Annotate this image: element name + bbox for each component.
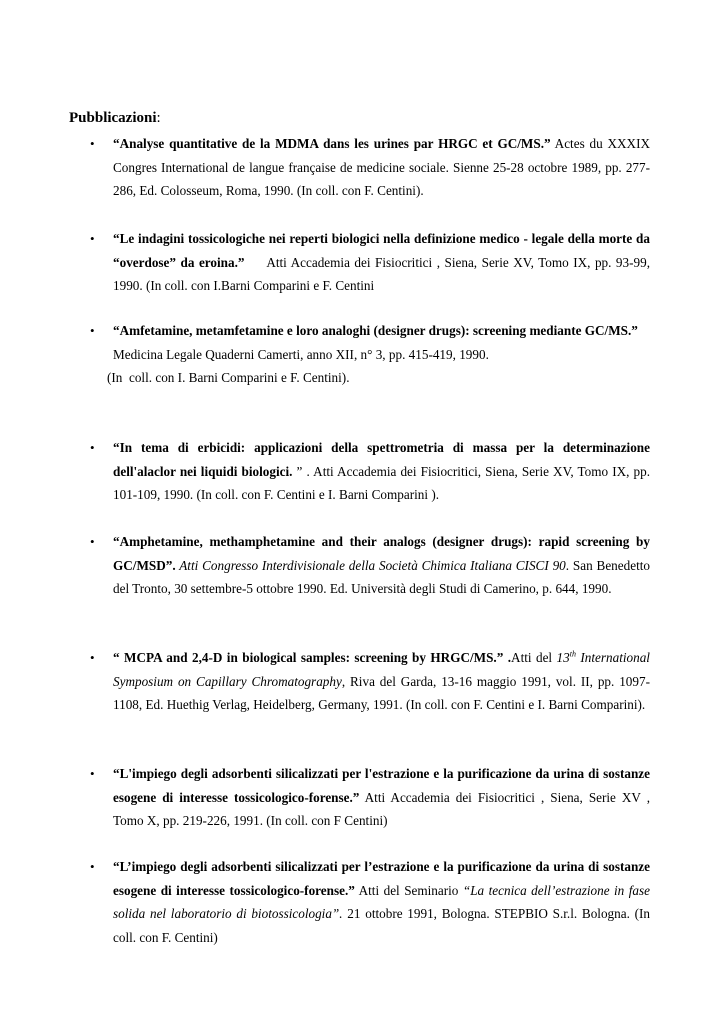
publication-details: Atti Accademia dei Fisiocritici , Siena, Serie XV, Tomo IX, pp. 93-99, 1990. (In coll. con I.Barni Comparini e F. Centini: [113, 254, 654, 293]
publication-title: “Le indagini tossicologiche nei reperti biologici nella definizione medico - legale della morte da “overdose” da eroina.”: [113, 231, 650, 270]
publication-proceedings: Atti Congresso Interdivisionale della Società Chimica Italiana CISCI 90: [175, 557, 566, 573]
publication-title: “In tema di erbicidi: applicazioni della spettrometria di massa per la determinazione dell'alaclor nei liquidi biologici.: [113, 440, 650, 479]
section-heading-label: Pubblicazioni: [69, 110, 157, 126]
publication-entry: [90, 227, 654, 298]
publication-entry: [90, 530, 650, 601]
publication-title: “L’impiego degli adsorbenti silicalizzati per l’estrazione e la purificazione da urina di sostanze esogene di interesse tossicologico-forense.”: [113, 859, 650, 898]
publication-details: . San Benedetto del Tronto, 30 settembre-5 ottobre 1990. Ed. Università degli Studi di Camerino, p. 644, 1990.: [113, 557, 650, 596]
publication-title: “ MCPA and 2,4-D in biological samples: screening by HRGC/MS.” .: [113, 650, 512, 665]
bullet-icon: •: [90, 440, 95, 455]
publication-entry: [90, 855, 651, 949]
publication-entry: [90, 436, 651, 507]
publication-title: “Analyse quantitative de la MDMA dans les urines par HRGC et GC/MS.”: [113, 136, 551, 151]
publication-entry: [90, 132, 650, 203]
publication-collaborators: (In coll. con I. Barni Comparini e F. Centini).: [107, 370, 350, 385]
publication-details: Actes du XXXIX Congres International de langue française de medicine sociale. Sienne 25-28 octobre 1989, pp. 277-286, Ed. Colosseum, Roma, 1990. (In coll. con F. Centini).: [113, 136, 650, 198]
publication-details: Atti Accademia dei Fisiocritici , Siena, Serie XV , Tomo X, pp. 219-226, 1991. (In coll. con F Centini): [113, 789, 650, 828]
publication-title: “L'impiego degli adsorbenti silicalizzati per l'estrazione e la purificazione da urina di sostanze esogene di interesse tossicologico-forense.”: [113, 766, 650, 805]
bullet-icon: •: [90, 231, 95, 246]
bullet-icon: •: [90, 136, 95, 151]
publication-proceedings-ordinal: th: [569, 649, 576, 659]
publication-details: ” . Atti Accademia dei Fisiocritici, Siena, Serie XV, Tomo IX, pp. 101-109, 1990. (In coll. con F. Centini e I. Barni Comparini ).: [113, 463, 651, 502]
bullet-icon: •: [90, 766, 95, 781]
publication-entry: [90, 319, 650, 390]
publication-proceedings: International Symposium on Capillary Chromatography: [113, 650, 650, 689]
publication-details: Atti del Seminario: [354, 882, 463, 898]
publication-proceedings-number: 13: [556, 650, 570, 665]
publication-details: Medicina Legale Quaderni Camerti, anno XII, n° 3, pp. 415-419, 1990.: [113, 346, 489, 362]
section-heading: [69, 108, 161, 128]
bullet-icon: •: [90, 534, 95, 549]
publication-details: 21 ottobre 1991, Bologna. STEPBIO S.r.l. Bologna. (In coll. con F. Centini): [113, 906, 651, 945]
publication-entry: [90, 646, 650, 717]
publication-seminar-title: “La tecnica dell’estrazione in fase solida nel laboratorio di biotossicologia”.: [113, 882, 651, 921]
section-heading-suffix: :: [156, 110, 161, 126]
publication-title: “Amfetamine, metamfetamine e loro analoghi (designer drugs): screening mediante GC/MS.”: [113, 323, 638, 338]
publication-details: Atti del: [511, 650, 557, 665]
publication-title: “Amphetamine, methamphetamine and their analogs (designer drugs): rapid screening by GC/MSD”.: [113, 534, 650, 573]
publication-entry: [90, 762, 650, 833]
publication-details: , Riva del Garda, 13-16 maggio 1991, vol. II, pp. 1097-1108, Ed. Huethig Verlag, Heidelberg, Germany, 1991. (In coll. con F. Centini e I. Barni Comparini).: [113, 673, 650, 712]
bullet-icon: •: [90, 323, 95, 338]
bullet-icon: •: [90, 650, 95, 665]
bullet-icon: •: [90, 859, 95, 874]
